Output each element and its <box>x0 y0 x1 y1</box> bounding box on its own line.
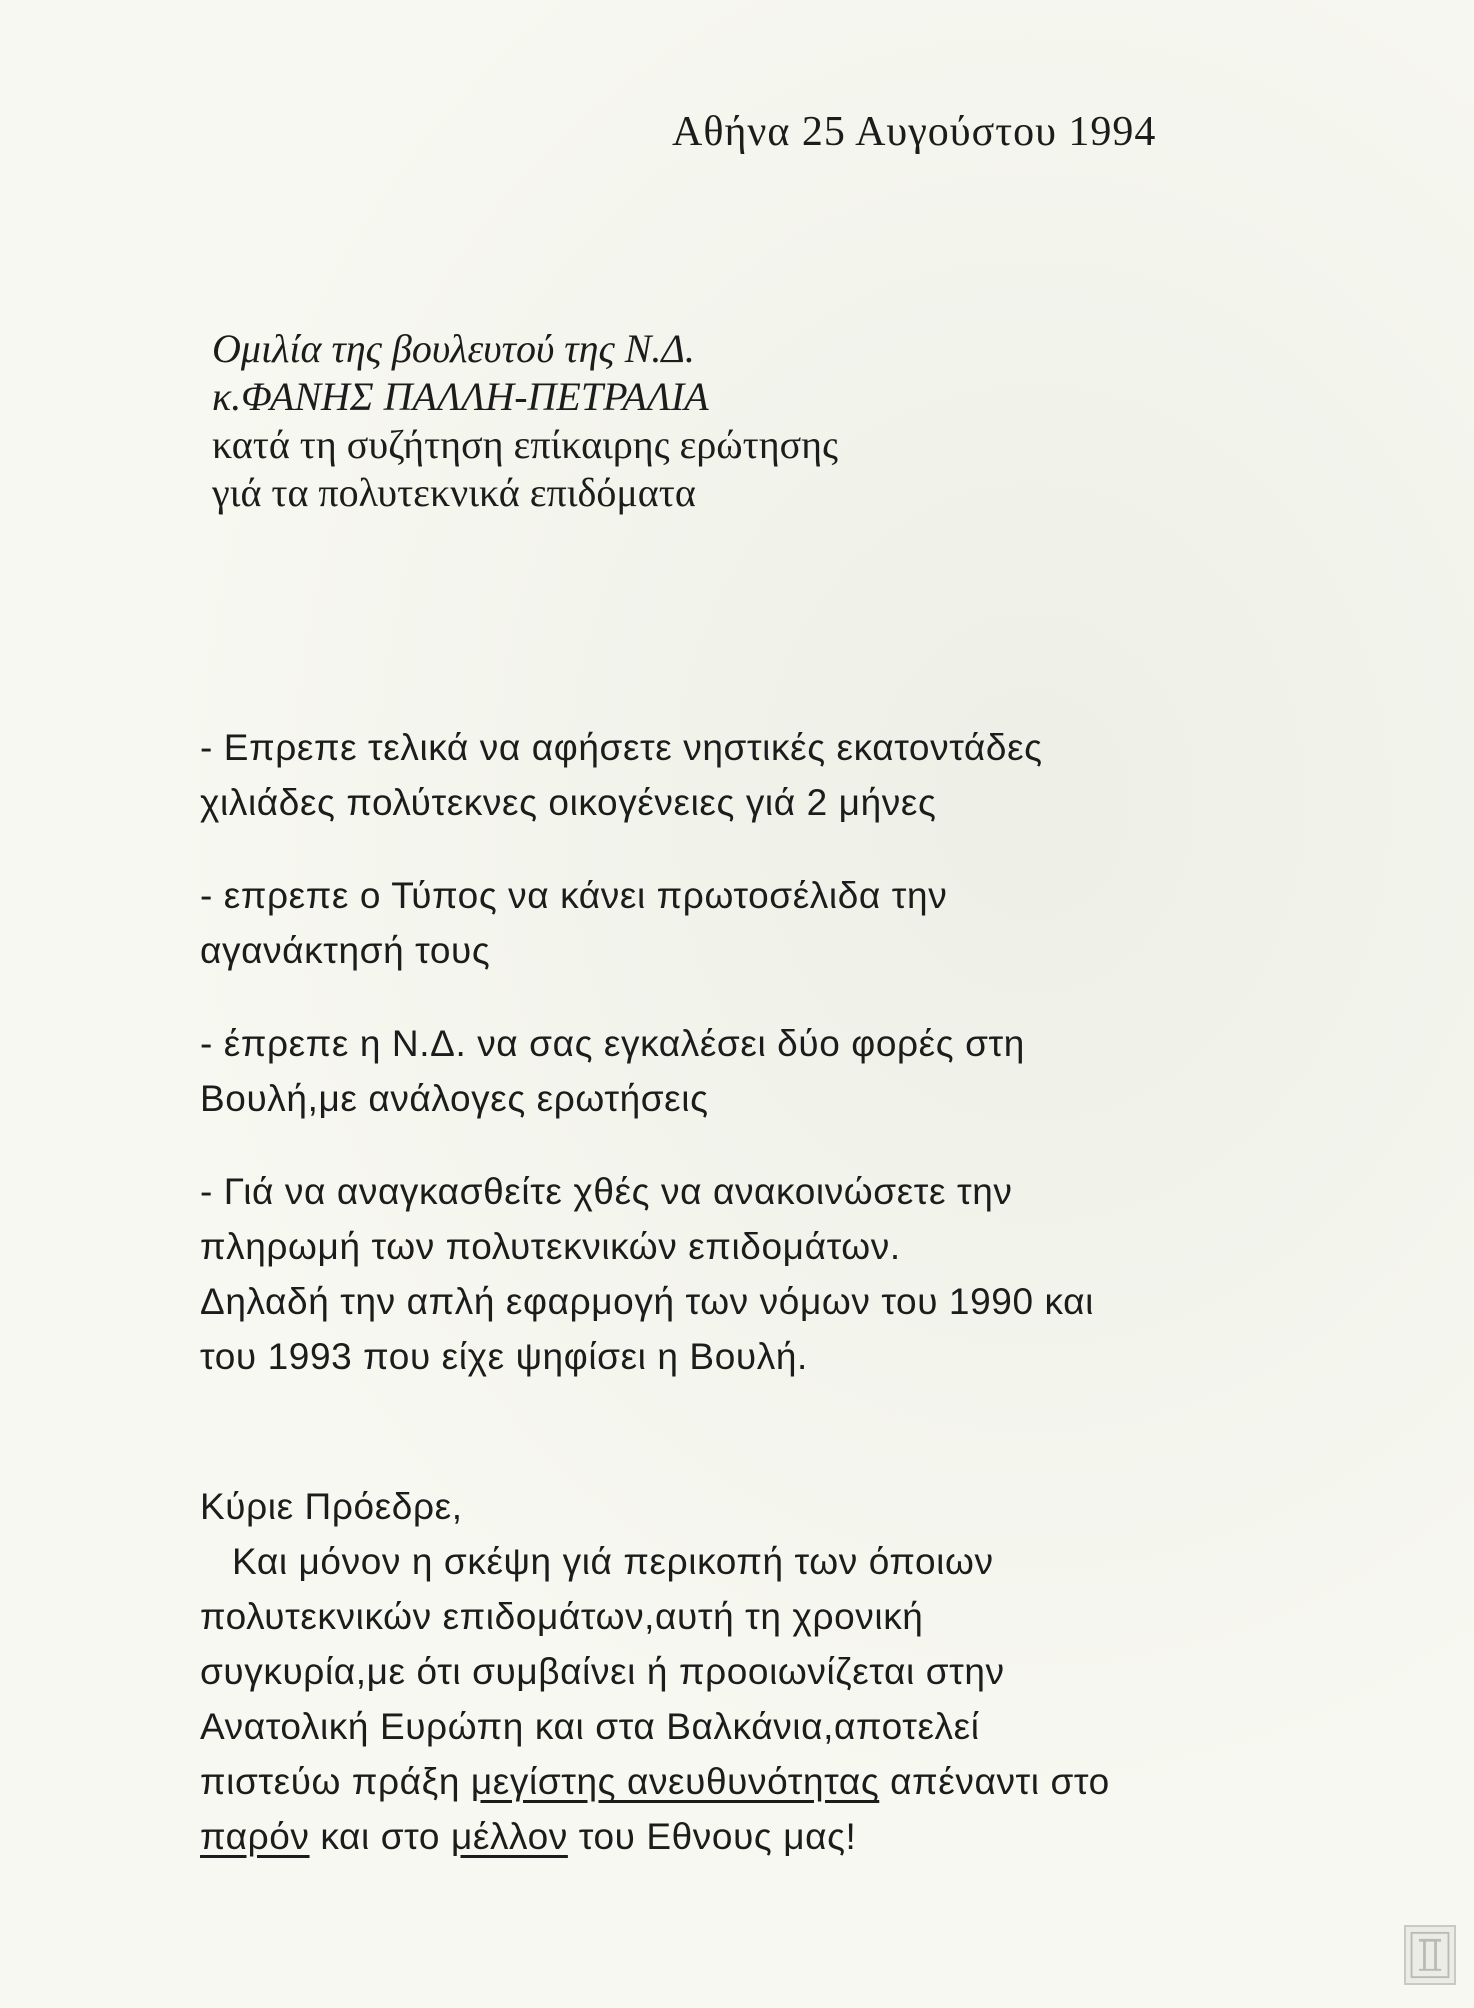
speech-heading <box>212 325 838 517</box>
text-line: χιλιάδες πολύτεκνες οικογένειες γιά 2 μήνες <box>200 782 937 823</box>
text-line: Και μόνον η σκέψη γιά περικοπή των όποιων <box>232 1541 994 1582</box>
heading-speaker-name: κ.ΦΑΝΗΣ ΠΑΛΛΗ-ΠΕΤΡΑΛΙΑ <box>212 374 709 419</box>
heading-line-4: γιά τα πολυτεκνικά επιδόματα <box>212 470 696 515</box>
text-line: συγκυρία,με ότι συμβαίνει ή προοιωνίζεται στην <box>200 1651 1005 1692</box>
paragraph-3 <box>200 1016 1350 1126</box>
underlined-phrase: μεγίστης ανευθυνότητας <box>470 1761 880 1802</box>
archive-seal-icon <box>1404 1925 1456 1985</box>
text-line: πολυτεκνικών επιδομάτων,αυτή τη χρονική <box>200 1596 924 1637</box>
closing-paragraph <box>200 1479 1350 1864</box>
salutation: Κύριε Πρόεδρε, <box>200 1486 463 1527</box>
paragraph-2 <box>200 868 1350 978</box>
underlined-word: μέλλον <box>450 1816 568 1857</box>
text-fragment: του Εθνους μας! <box>567 1816 857 1857</box>
text-line: Βουλή,με ανάλογες ερωτήσεις <box>200 1078 709 1119</box>
underlined-word: παρόν <box>200 1816 310 1857</box>
paragraph-1 <box>200 720 1350 830</box>
text-line: - έπρεπε η Ν.Δ. να σας εγκαλέσει δύο φορές στη <box>200 1023 1025 1064</box>
text-line: - Επρεπε τελικά να αφήσετε νηστικές εκατοντάδες <box>200 727 1043 768</box>
text-line: του 1993 που είχε ψηφίσει η Βουλή. <box>200 1336 808 1377</box>
text-line: - επρεπε ο Τύπος να κάνει πρωτοσέλιδα την <box>200 875 948 916</box>
paragraph-4 <box>200 1164 1350 1384</box>
document-date: Αθήνα 25 Αυγούστου 1994 <box>672 109 1157 155</box>
text-line: Δηλαδή την απλή εφαρμογή των νόμων του 1990 και <box>200 1281 1094 1322</box>
heading-line-1: Ομιλία της βουλευτού της Ν.Δ. <box>212 326 695 371</box>
text-line: - Γιά να αναγκασθείτε χθές να ανακοινώσετε την <box>200 1171 1013 1212</box>
speech-body <box>200 720 1350 1864</box>
text-fragment: απέναντι στο <box>879 1761 1110 1802</box>
text-line: πληρωμή των πολυτεκνικών επιδομάτων. <box>200 1226 901 1267</box>
text-line <box>200 1754 1350 1809</box>
text-line: αγανάκτησή τους <box>200 930 491 971</box>
text-fragment: και στο <box>309 1816 451 1857</box>
text-line <box>200 1809 1350 1864</box>
text-fragment: πιστεύω πράξη <box>200 1761 471 1802</box>
text-line: Ανατολική Ευρώπη και στα Βαλκάνια,αποτελεί <box>200 1706 980 1747</box>
heading-line-3: κατά τη συζήτηση επίκαιρης ερώτησης <box>212 422 838 467</box>
